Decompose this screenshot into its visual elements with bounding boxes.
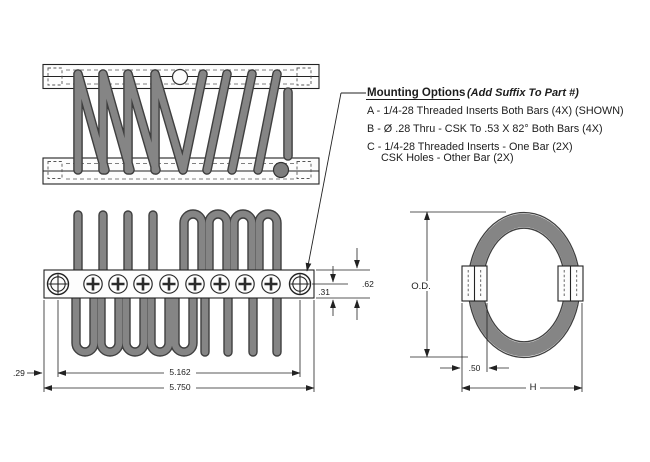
dim-overall-length: 5.750 bbox=[169, 382, 191, 392]
mounting-option-b: B - Ø .28 Thru - CSK To .53 X 82° Both Bars (4X) bbox=[367, 123, 603, 135]
dim-overall-height: H bbox=[529, 382, 537, 393]
mounting-option-c: C - 1/4-28 Threaded Inserts - One Bar (2X) bbox=[367, 141, 573, 153]
threaded-insert-left bbox=[48, 274, 69, 295]
top-assembly-view bbox=[43, 65, 319, 185]
dim-bar-thickness: .62 bbox=[362, 279, 374, 289]
clamp-bars-end bbox=[462, 266, 583, 301]
dim-outside-diameter: O.D. bbox=[411, 281, 431, 292]
mounting-options-note bbox=[366, 87, 624, 164]
mounting-options-title: Mounting Options bbox=[367, 87, 466, 99]
mounting-option-a: A - 1/4-28 Threaded Inserts Both Bars (4X) (SHOWN) bbox=[367, 105, 624, 117]
mounting-suffix-note: (Add Suffix To Part #) bbox=[467, 87, 579, 99]
dim-insert-span: 5.162 bbox=[169, 367, 191, 377]
bottom-bar-plug bbox=[274, 163, 289, 178]
dim-end-offset: .29 bbox=[13, 368, 25, 378]
dim-clamp-width: .50 bbox=[468, 363, 481, 373]
single-bar-plan-view bbox=[13, 214, 374, 392]
dim-bar-half-thickness: .31 bbox=[318, 287, 330, 297]
top-bar-hole bbox=[173, 70, 188, 85]
end-view bbox=[406, 212, 583, 393]
mounting-option-c-line2: CSK Holes - Other Bar (2X) bbox=[381, 152, 514, 164]
threaded-insert-right bbox=[290, 274, 311, 295]
